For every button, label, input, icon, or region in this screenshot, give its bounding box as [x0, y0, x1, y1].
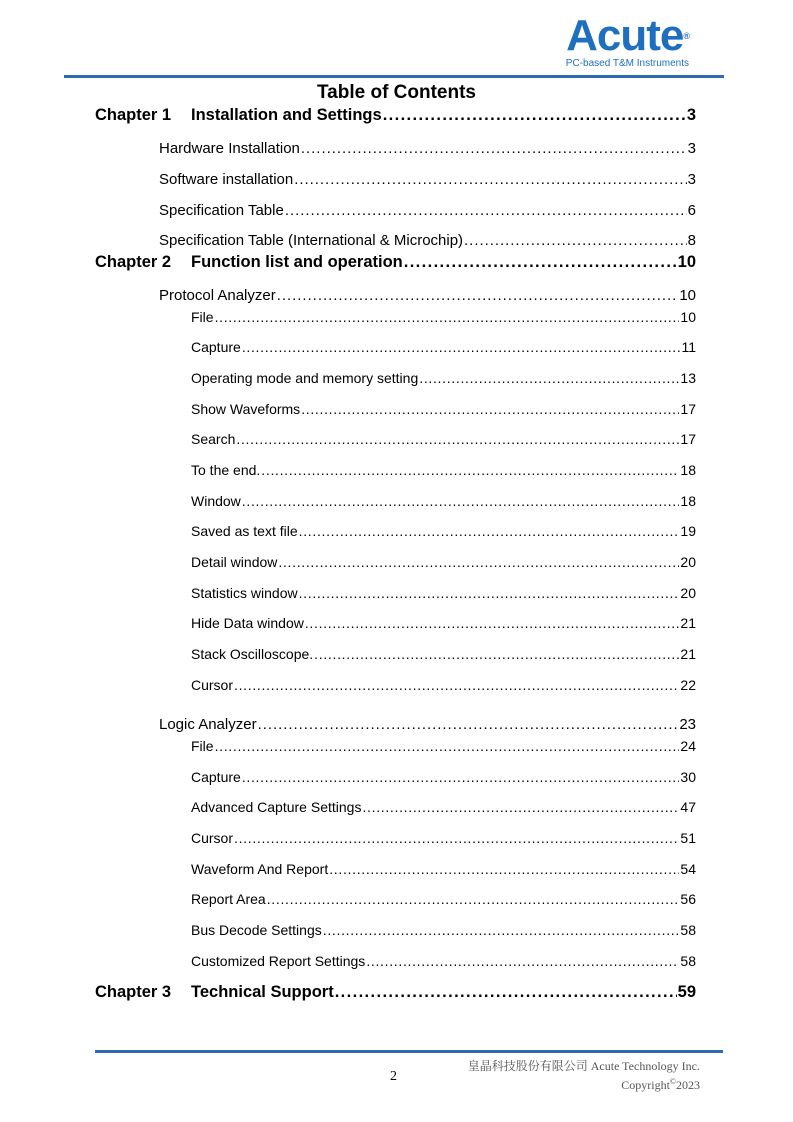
acute-logo	[555, 11, 695, 69]
toc-entry[interactable]: Capture . . . 11	[191, 339, 696, 355]
toc-entry[interactable]: Stack Oscilloscope. . . . 21	[191, 646, 696, 662]
leader-dots	[335, 983, 677, 1002]
footer-rule	[95, 1050, 723, 1053]
toc-entry[interactable]: Hardware Installation . . . 3	[159, 140, 696, 157]
toc-entry[interactable]: Customized Report Settings . . . 58	[191, 953, 696, 969]
toc-entry[interactable]: Show Waveforms . . . 17	[191, 401, 696, 417]
toc-entry[interactable]: Cursor . . . 22	[191, 677, 696, 693]
toc-chapter-1[interactable]: Chapter 1 Installation and Settings . . . 3	[95, 106, 696, 125]
page-title: Table of Contents	[316, 82, 477, 103]
copyright: Copyright©2023	[621, 1077, 700, 1092]
toc-entry[interactable]: Statistics window . . . 20	[191, 585, 696, 601]
toc-entry[interactable]: Saved as text file . . . 19	[191, 523, 696, 539]
toc-entry[interactable]: Cursor . . . 51	[191, 830, 696, 846]
logo-wordmark: Acute®	[566, 11, 689, 60]
toc-entry[interactable]: Hide Data window . . . 21	[191, 615, 696, 631]
toc-entry[interactable]: Search . . . 17	[191, 431, 696, 447]
toc-entry[interactable]: Advanced Capture Settings . . . 47	[191, 799, 696, 815]
toc-entry[interactable]: Capture . . . 30	[191, 769, 696, 785]
toc-chapter-3[interactable]: Chapter 3 Technical Support . . . 59	[95, 983, 696, 1002]
leader-dots	[404, 253, 677, 272]
toc-entry[interactable]: File . . . 24	[191, 738, 696, 754]
toc-chapter-2[interactable]: Chapter 2 Function list and operation . . . 10	[95, 253, 696, 272]
header-rule	[64, 75, 724, 78]
toc-entry[interactable]: Window . . . 18	[191, 493, 696, 509]
toc-entry[interactable]: Software installation . . . 3	[159, 171, 696, 188]
toc-section-protocol-analyzer[interactable]: Protocol Analyzer . . . 10	[159, 287, 696, 304]
leader-dots	[383, 106, 686, 125]
logo-tagline: PC-based T&M Instruments	[565, 58, 689, 69]
toc-entry[interactable]: Waveform And Report . . . 54	[191, 861, 696, 877]
toc-entry[interactable]: Specification Table (International & Microchip) . . . 8	[159, 232, 696, 249]
company-name: 皇晶科技股份有限公司 Acute Technology Inc.	[467, 1059, 700, 1073]
toc-entry[interactable]: File . . . 10	[191, 309, 696, 325]
toc-entry[interactable]: To the end. . . . 18	[191, 462, 696, 478]
toc-entry[interactable]: Operating mode and memory setting . . . 13	[191, 370, 696, 386]
toc-section-logic-analyzer[interactable]: Logic Analyzer . . . 23	[159, 716, 696, 733]
footer-company	[468, 1058, 700, 1093]
toc-entry[interactable]: Report Area . . . 56	[191, 891, 696, 907]
toc-entry[interactable]: Detail window . . . 20	[191, 554, 696, 570]
page-number: 2	[390, 1069, 397, 1084]
toc-entry[interactable]: Specification Table . . . 6	[159, 202, 696, 219]
toc-entry[interactable]: Bus Decode Settings . . . 58	[191, 922, 696, 938]
